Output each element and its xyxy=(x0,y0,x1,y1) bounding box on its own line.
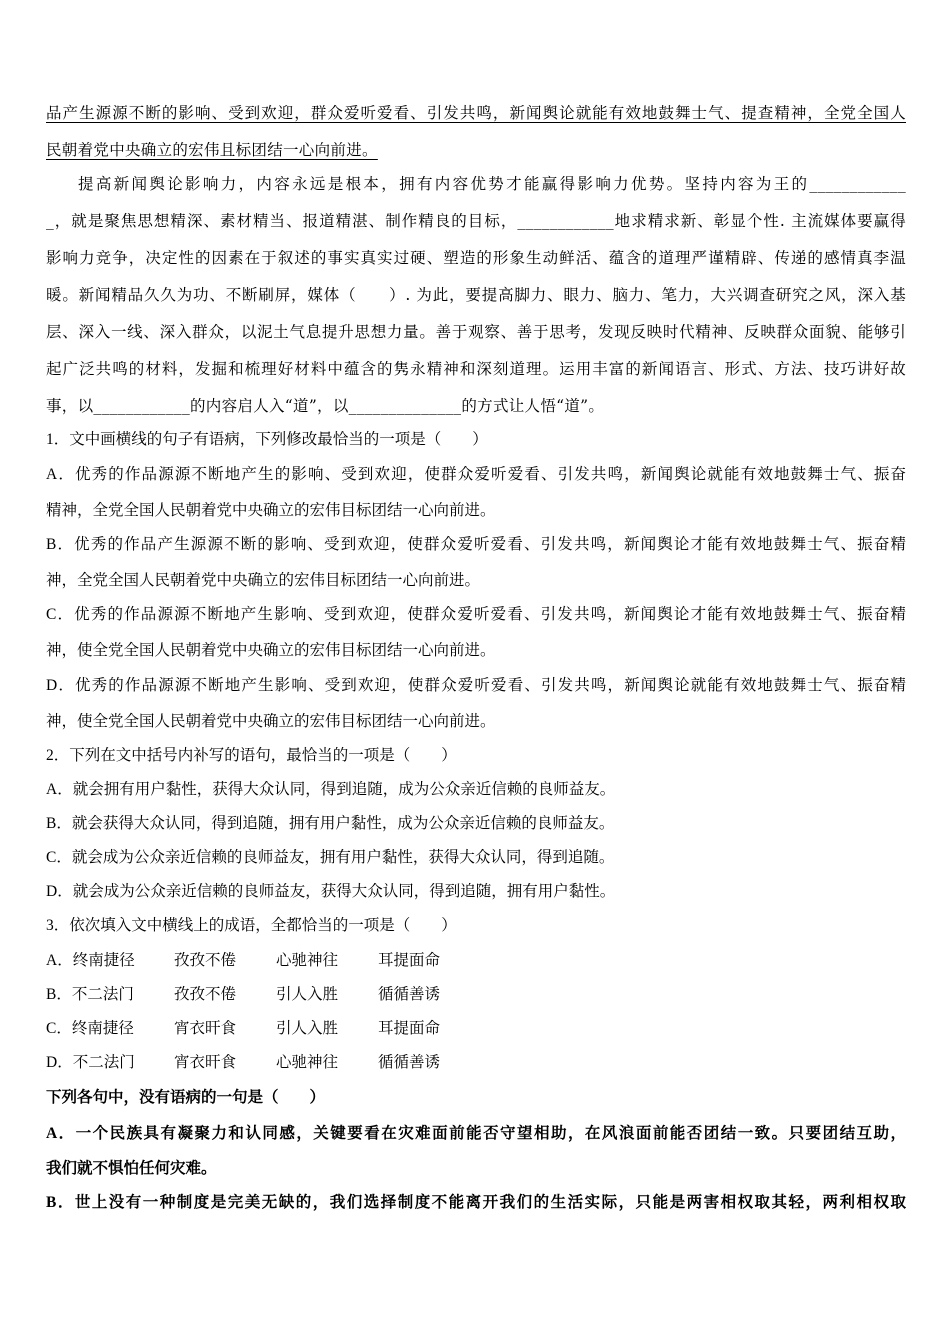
question-1-option-d-line-2: 神，使全党全国人民朝着党中央确立的宏伟目标团结一心向前进。 xyxy=(46,713,496,730)
question-1-option-b-line-2: 神，全党全国人民朝着党中央确立的宏伟目标团结一心向前进。 xyxy=(46,572,481,589)
question-4-option-a-line-1: A．一个民族具有凝聚力和认同感，关键要看在灾难面前能否守望相助，在风浪面前能否团结一致。只要团结互助， xyxy=(46,1125,906,1142)
idiom-3: 心驰神往 xyxy=(276,1054,339,1071)
question-1-option-a-line-2: 精神，全党全国人民朝着党中央确立的宏伟目标团结一心向前进。 xyxy=(46,502,496,519)
question-1-option-b-line-1: B．优秀的作品产生源源不断的影响、受到欢迎，使群众爱听爱看、引发共鸣，新闻舆论才能有效地鼓舞士气、振奋精 xyxy=(46,536,906,553)
idiom-2: 孜孜不倦 xyxy=(174,986,237,1003)
idiom-4: 耳提面命 xyxy=(378,952,441,969)
question-3-option-d xyxy=(46,1053,906,1073)
idiom-4: 循循善诱 xyxy=(378,986,441,1003)
question-2-stem: 2．下列在文中括号内补写的语句，最恰当的一项是（ ） xyxy=(46,747,457,764)
question-1-stem: 1．文中画横线的句子有语病，下列修改最恰当的一项是（ ） xyxy=(46,431,488,448)
question-4-option-b-line-1: B．世上没有一种制度是完美无缺的，我们选择制度不能离开我们的生活实际，只能是两害相权取其轻，两利相权取 xyxy=(46,1194,906,1211)
question-1-option-d-line-1: D．优秀的作品源源不断地产生影响、受到欢迎，使群众爱听爱看、引发共鸣，新闻舆论就能有效地鼓舞士气、振奋精 xyxy=(46,677,906,694)
option-label-and-idiom-1: A．终南捷径 xyxy=(46,952,135,969)
question-3-option-c xyxy=(46,1019,906,1039)
underlined-sentence-line-2: 民朝着党中央确立的宏伟且标团结一心向前进。 xyxy=(46,141,378,159)
passage-line-5: 层、深入一线、深入群众，以泥土气息提升思想力量。善于观察、善于思考，发现反映时代精神、反映群众面貌、能够引 xyxy=(46,323,906,341)
idiom-3: 引人入胜 xyxy=(276,986,339,1003)
idiom-4: 耳提面命 xyxy=(378,1020,441,1037)
option-label-and-idiom-1: D．不二法门 xyxy=(46,1054,135,1071)
question-3-option-b xyxy=(46,985,906,1005)
question-2-option-c: C．就会成为公众亲近信赖的良师益友，拥有用户黏性，获得大众认同，得到追随。 xyxy=(46,849,615,866)
idiom-2: 宵衣旰食 xyxy=(174,1054,237,1071)
passage-line-3: 影响力竞争，决定性的因素在于叙述的事实真实过硬、塑造的形象生动鲜活、蕴含的道理严谨精辟、传递的感情真李温 xyxy=(46,249,906,267)
underlined-sentence-line-1: 品产生源源不断的影响、受到欢迎，群众爱听爱看、引发共鸣，新闻舆论就能有效地鼓舞士气、提查精神，全党全国人 xyxy=(46,104,906,122)
option-label-and-idiom-1: B．不二法门 xyxy=(46,986,134,1003)
idiom-2: 宵衣旰食 xyxy=(174,1020,237,1037)
question-2-option-b: B．就会获得大众认同，得到追随，拥有用户黏性，成为公众亲近信赖的良师益友。 xyxy=(46,815,615,832)
question-2-option-a: A．就会拥有用户黏性，获得大众认同，得到追随，成为公众亲近信赖的良师益友。 xyxy=(46,781,616,798)
question-1-option-c-line-1: C．优秀的作品源源不断地产生影响、受到欢迎，使群众爱听爱看、引发共鸣，新闻舆论才能有效地鼓舞士气、振奋精 xyxy=(46,606,906,623)
idiom-3: 引人入胜 xyxy=(276,1020,339,1037)
idiom-3: 心驰神往 xyxy=(276,952,339,969)
question-4-option-a-line-2: 我们就不惧怕任何灾难。 xyxy=(46,1160,217,1177)
question-4-stem: 下列各句中，没有语病的一句是（ ） xyxy=(46,1089,326,1106)
passage-line-6: 起广泛共鸣的材料，发掘和梳理好材料中蕴含的隽永精神和深刻道理。运用丰富的新闻语言、形式、方法、技巧讲好故 xyxy=(46,360,906,378)
passage-line-2: _，就是聚焦思想精深、素材精当、报道精湛、制作精良的目标，____________地求精求新、彰显个性. 主流媒体要赢得 xyxy=(46,212,906,230)
idiom-2: 孜孜不倦 xyxy=(174,952,237,969)
option-label-and-idiom-1: C．终南捷径 xyxy=(46,1020,134,1037)
question-2-option-d: D．就会成为公众亲近信赖的良师益友，获得大众认同，得到追随，拥有用户黏性。 xyxy=(46,883,616,900)
idiom-4: 循循善诱 xyxy=(378,1054,441,1071)
passage-line-1: 提高新闻舆论影响力，内容永远是根本，拥有内容优势才能赢得影响力优势。坚持内容为王的____________ xyxy=(78,175,906,193)
question-1-option-c-line-2: 神，使全党全国人民朝着党中央确立的宏伟目标团结一心向前进。 xyxy=(46,642,496,659)
question-3-stem: 3．依次填入文中横线上的成语，全都恰当的一项是（ ） xyxy=(46,917,457,934)
passage-line-4: 暖。新闻精品久久为功、不断刷屏，媒体（ ）. 为此，要提高脚力、眼力、脑力、笔力，大兴调查研究之风，深入基 xyxy=(46,286,906,304)
question-1-option-a-line-1: A．优秀的作品源源不断地产生的影响、受到欢迎，使群众爱听爱看、引发共鸣，新闻舆论就能有效地鼓舞士气、振奋 xyxy=(46,466,906,483)
passage-line-7: 事，以____________的内容启人入“道”，以______________的方式让人悟“道”。 xyxy=(46,397,605,415)
question-3-option-a xyxy=(46,951,906,971)
